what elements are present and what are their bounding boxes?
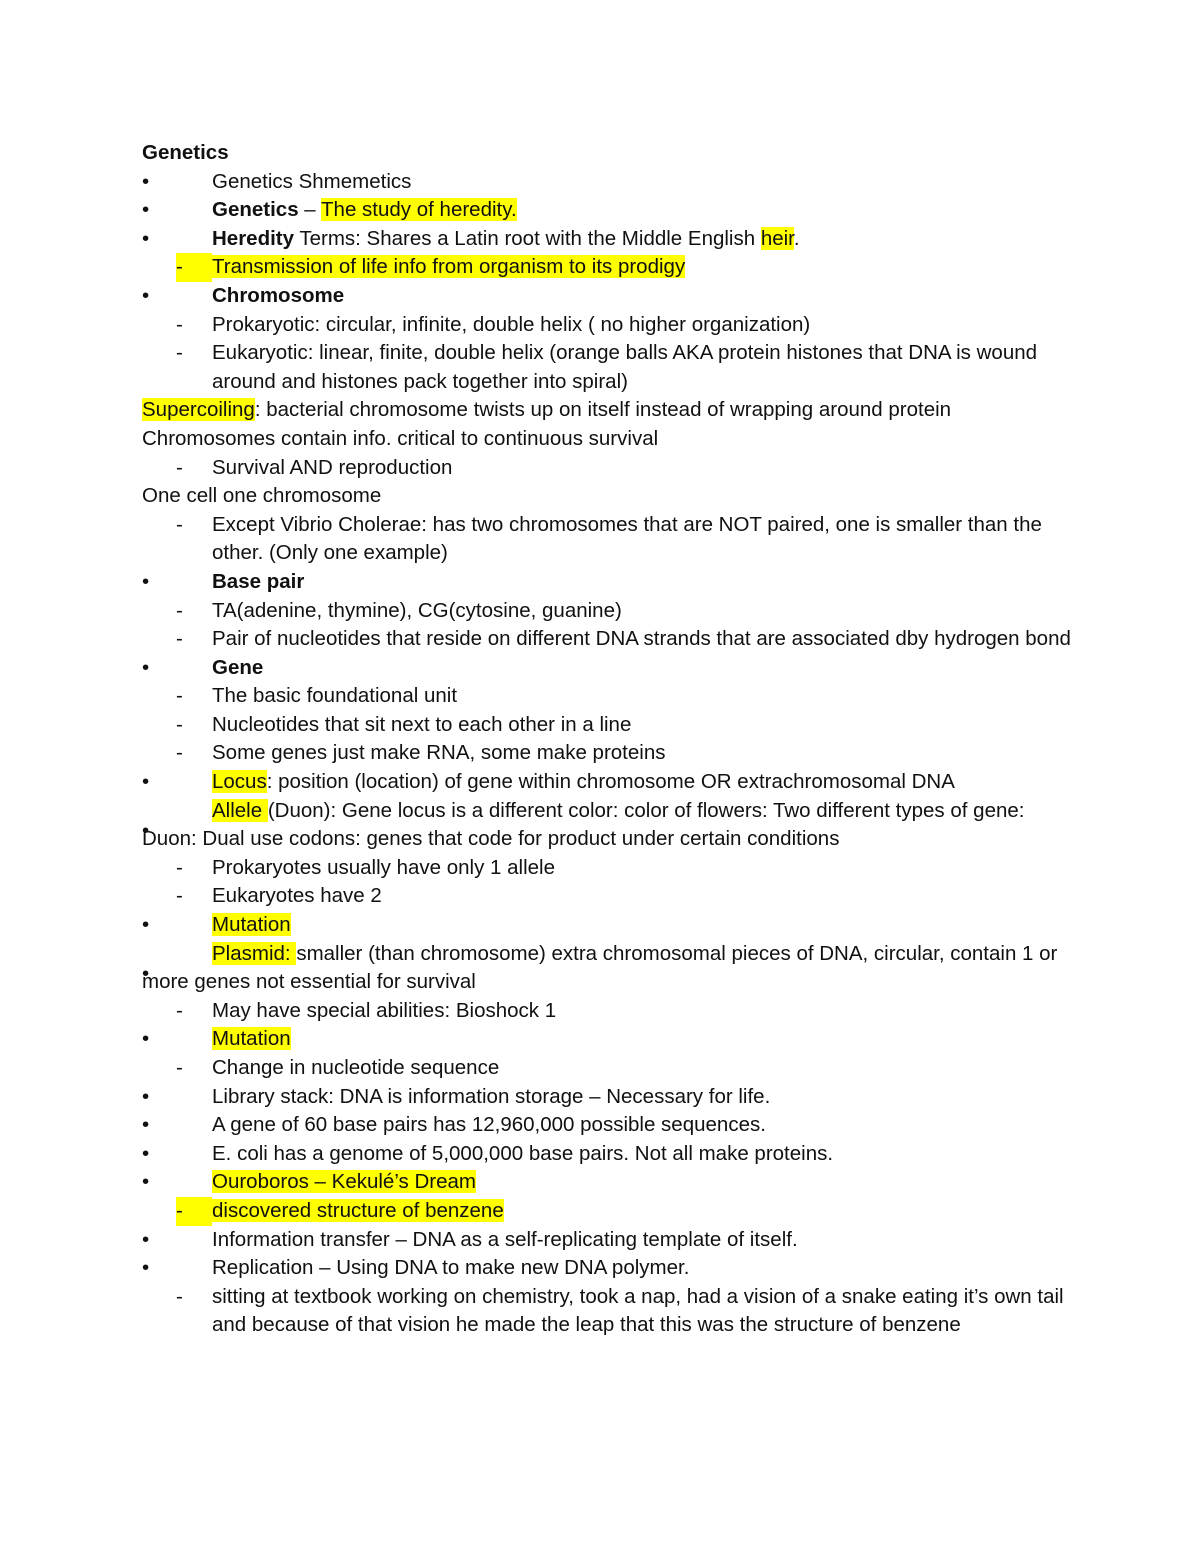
note-text: : bacterial chromosome twists up on itself instead of wrapping around protein <box>254 398 952 422</box>
highlighted-text: Transmission of life info from organism to its prodigy <box>212 255 686 279</box>
paragraph-line <box>142 425 1072 454</box>
note-text: Genetics Shmemetics <box>212 169 412 193</box>
bullet-item <box>142 1083 1072 1112</box>
bullet-item <box>142 1254 1072 1283</box>
note-text: – <box>298 198 322 222</box>
bullet-marker: • <box>142 1227 150 1251</box>
term-label: Genetics <box>212 198 299 222</box>
dash-marker: - <box>176 455 183 479</box>
dash-marker: - <box>176 998 183 1022</box>
note-text: . <box>793 226 800 250</box>
dash-item <box>142 1197 1072 1226</box>
bullet-marker: • <box>142 569 150 593</box>
dash-item <box>142 682 1072 711</box>
note-text: Prokaryotic: circular, infinite, double helix ( no higher organization) <box>212 312 811 336</box>
bullet-item <box>142 1226 1072 1255</box>
note-text: May have special abilities: Bioshock 1 <box>212 998 557 1022</box>
note-text: Survival AND reproduction <box>212 455 453 479</box>
bullet-item <box>142 168 1072 197</box>
term-label: Gene <box>212 655 264 679</box>
note-text: (Duon): Gene locus is a different color: color of flowers: Two different types of gene: Duon: Dual use codons: genes that code for product under certain conditions <box>142 798 1025 851</box>
highlighted-text: Locus <box>212 770 267 794</box>
note-text: Nucleotides that sit next to each other in a line <box>212 712 632 736</box>
note-text: TA(adenine, thymine), CG(cytosine, guanine) <box>212 598 622 622</box>
note-text: Prokaryotes usually have only 1 allele <box>212 855 555 879</box>
dash-marker: - <box>176 884 183 908</box>
dash-marker: - <box>176 741 183 765</box>
bullet-marker: • <box>142 1170 150 1194</box>
bullet-item <box>142 282 1072 311</box>
note-text: Some genes just make RNA, some make proteins <box>212 741 666 765</box>
dash-item <box>142 339 1072 396</box>
dash-item <box>142 454 1072 483</box>
dash-item <box>142 1283 1072 1340</box>
highlighted-text: Mutation <box>212 1027 291 1051</box>
dash-marker: - <box>176 598 183 622</box>
note-text: The basic foundational unit <box>212 684 458 708</box>
bullet-marker: • <box>142 770 150 794</box>
bullet-item <box>142 1140 1072 1169</box>
dash-marker: - <box>176 1197 212 1226</box>
dash-item <box>142 997 1072 1026</box>
bullet-item <box>142 225 1072 254</box>
bullet-marker: • <box>142 169 150 193</box>
note-text: Eukaryotic: linear, finite, double helix (orange balls AKA protein histones that DNA is wound around and histones pack together into spiral) <box>212 341 1038 393</box>
notes-list <box>142 168 1072 1340</box>
document-title: Genetics <box>142 141 229 164</box>
note-text: Library stack: DNA is information storage – Necessary for life. <box>212 1084 771 1108</box>
highlighted-text: Mutation <box>212 913 291 937</box>
dash-marker: - <box>176 712 183 736</box>
note-text: One cell one chromosome <box>142 484 382 508</box>
bullet-item <box>142 1168 1072 1197</box>
highlighted-text: Supercoiling <box>142 398 255 422</box>
bullet-item <box>142 911 1072 940</box>
highlighted-text: heir <box>760 226 794 250</box>
dash-item <box>142 711 1072 740</box>
dash-marker: - <box>176 341 183 365</box>
dash-marker: - <box>176 855 183 879</box>
bullet-marker: • <box>142 655 150 679</box>
highlighted-text: The study of heredity. <box>321 198 517 222</box>
dash-item <box>142 882 1072 911</box>
bullet-marker: • <box>142 1113 150 1137</box>
dash-marker: - <box>176 1056 183 1079</box>
term-label: Base pair <box>212 569 305 593</box>
dash-marker: - <box>176 627 183 651</box>
note-text: Except Vibrio Cholerae: has two chromosomes that are NOT paired, one is smaller than the other. (Only one example) <box>212 512 1042 565</box>
dash-marker: - <box>176 1284 183 1308</box>
dash-item <box>142 253 1072 282</box>
dash-item <box>142 511 1072 568</box>
dash-item <box>142 739 1072 768</box>
dash-marker: - <box>176 512 183 536</box>
dash-item <box>142 854 1072 883</box>
paragraph-line <box>142 482 1072 511</box>
highlighted-text: Plasmid: <box>212 941 297 965</box>
note-text: smaller (than chromosome) extra chromosomal pieces of DNA, circular, contain 1 or more genes not essential for survival <box>142 941 1058 994</box>
note-text: Replication – Using DNA to make new DNA polymer. <box>212 1256 690 1280</box>
bullet-item <box>142 797 1072 854</box>
note-text: Eukaryotes have 2 <box>212 884 382 908</box>
bullet-item <box>142 940 1072 997</box>
bullet-marker: • <box>142 1256 150 1280</box>
bullet-item <box>142 196 1072 225</box>
note-text: Pair of nucleotides that reside on different DNA strands that are associated dby hydrogen bond <box>212 627 1071 651</box>
bullet-item <box>142 768 1072 797</box>
bullet-marker: • <box>142 1141 150 1165</box>
term-label: Heredity <box>212 226 295 250</box>
note-text: Terms: Shares a Latin root with the Middle English <box>294 226 761 250</box>
note-text: Chromosomes contain info. critical to continuous survival <box>142 426 659 450</box>
term-label: Chromosome <box>212 283 345 307</box>
dash-marker: - <box>176 253 212 282</box>
bullet-item <box>142 1025 1072 1054</box>
note-text: A gene of 60 base pairs has 12,960,000 possible sequences. <box>212 1113 766 1137</box>
note-text: sitting at textbook working on chemistry, took a nap, had a vision of a snake eating it’s own tail and because of that vision he made the leap that this was the structure of benzene <box>212 1284 1064 1337</box>
bullet-marker: • <box>142 226 150 250</box>
highlighted-text: Ouroboros – Kekulé’s Dream <box>212 1170 476 1194</box>
dash-marker: - <box>176 312 183 336</box>
dash-item <box>142 1054 1072 1083</box>
bullet-item <box>142 568 1072 597</box>
dash-item <box>142 625 1072 654</box>
highlighted-text: Allele <box>212 798 268 822</box>
note-text: Change in nucleotide sequence <box>212 1056 500 1079</box>
bullet-marker: • <box>142 1084 150 1108</box>
bullet-item <box>142 1111 1072 1140</box>
note-text: Information transfer – DNA as a self-replicating template of itself. <box>212 1227 798 1251</box>
document-page <box>142 139 1072 1340</box>
bullet-marker: • <box>142 1027 150 1051</box>
bullet-marker: • <box>142 913 150 937</box>
dash-item <box>142 311 1072 340</box>
bullet-marker: • <box>142 283 150 307</box>
dash-item <box>142 597 1072 626</box>
dash-marker: - <box>176 684 183 708</box>
paragraph-line <box>142 396 1072 425</box>
bullet-item <box>142 654 1072 683</box>
highlighted-text: discovered structure of benzene <box>212 1198 504 1222</box>
note-text: E. coli has a genome of 5,000,000 base pairs. Not all make proteins. <box>212 1141 834 1165</box>
note-text: : position (location) of gene within chromosome OR extrachromosomal DNA <box>266 770 955 794</box>
bullet-marker: • <box>142 198 150 222</box>
